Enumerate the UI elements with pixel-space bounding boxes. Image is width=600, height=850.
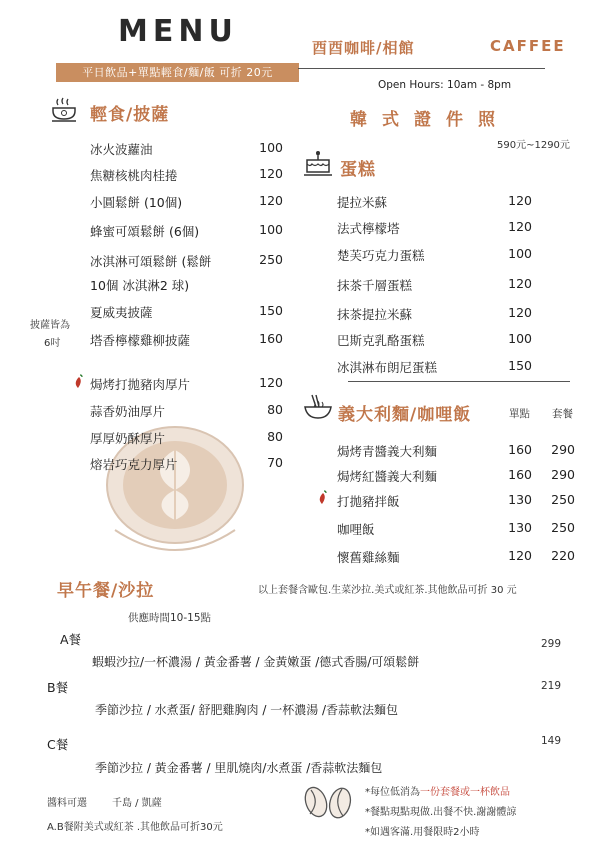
set-meal-note: 以上套餐含歐包.生菜沙拉.美式或紅茶.其他飲品可折 30 元 xyxy=(258,585,517,596)
menu-item-name: 蜂蜜可頌鬆餅 (6個) xyxy=(90,224,200,239)
menu-item-name: 塔香檸檬雞柳披薩 xyxy=(90,333,191,348)
menu-item-price: 100 xyxy=(508,331,532,346)
column-header-single: 單點 xyxy=(509,408,530,420)
menu-item-price: 80 xyxy=(267,429,283,444)
menu-item-name: 焦糖核桃肉桂捲 xyxy=(90,168,178,183)
chili-icon xyxy=(318,490,327,505)
menu-item-name: 冰淇淋布朗尼蛋糕 xyxy=(337,360,438,375)
menu-item-name-continued: 10個 冰淇淋2 球) xyxy=(90,278,190,293)
menu-item-price: 100 xyxy=(508,246,532,261)
pizza-size-note-line2: 6吋 xyxy=(44,338,61,349)
menu-item-name: 冰火波蘿油 xyxy=(90,142,153,157)
menu-item-name: 焗烤打拋豬肉厚片 xyxy=(90,377,191,392)
brunch-hours: 供應時間10-15點 xyxy=(128,612,212,624)
notice-min-spend xyxy=(365,783,510,798)
set-description: 季節沙拉 / 黃金番薯 / 里肌燒肉/水煮蛋 /香蒜軟法麵包 xyxy=(95,761,383,775)
menu-item-price: 80 xyxy=(267,402,283,417)
menu-item-price-set: 250 xyxy=(551,492,575,507)
menu-item-price: 120 xyxy=(508,276,532,291)
chili-icon xyxy=(74,374,83,389)
menu-item-price: 150 xyxy=(259,303,283,318)
set-description: 季節沙拉 / 水煮蛋/ 舒肥雞胸肉 / 一杯濃湯 /香蒜軟法麵包 xyxy=(95,703,399,717)
column-header-set: 套餐 xyxy=(552,408,573,420)
menu-item-price: 120 xyxy=(508,219,532,234)
menu-item-price: 120 xyxy=(508,305,532,320)
menu-title: MENU xyxy=(118,14,238,49)
cakes-divider xyxy=(348,381,570,382)
menu-item-name: 冰淇淋可頌鬆餅 (鬆餅 xyxy=(90,254,212,269)
pizza-size-note: 披薩皆為 xyxy=(30,320,70,331)
promo-banner: 平日飲品+單點輕食/麵/飯 可折 20元 xyxy=(56,63,299,82)
noodle-bowl-icon xyxy=(302,393,334,423)
cake-icon xyxy=(302,150,334,180)
menu-item-price-set: 250 xyxy=(551,520,575,535)
menu-item-price: 160 xyxy=(259,331,283,346)
menu-item-name: 提拉米蘇 xyxy=(337,195,388,210)
notice-time-limit: *如遇客滿.用餐限時2小時 xyxy=(365,827,480,838)
menu-item-price: 100 xyxy=(259,140,283,155)
menu-item-price: 120 xyxy=(508,193,532,208)
header-divider xyxy=(298,68,545,69)
shop-name-en: CAFFEE xyxy=(490,37,566,55)
set-price: 149 xyxy=(541,735,562,747)
menu-item-price: 250 xyxy=(259,252,283,267)
menu-item-name: 楚芙巧克力蛋糕 xyxy=(337,248,425,263)
menu-item-price-single: 160 xyxy=(508,467,532,482)
menu-item-price: 100 xyxy=(259,222,283,237)
menu-item-price-set: 290 xyxy=(551,442,575,457)
menu-item-name: 打拋豬拌飯 xyxy=(337,494,400,509)
menu-item-price-set: 290 xyxy=(551,467,575,482)
menu-item-name: 蒜香奶油厚片 xyxy=(90,404,166,419)
menu-item-price: 120 xyxy=(259,375,283,390)
menu-item-name: 夏威夷披薩 xyxy=(90,305,153,320)
set-name: A餐 xyxy=(60,632,82,647)
menu-item-name: 熔岩巧克力厚片 xyxy=(90,457,178,472)
notice-min-spend-prefix: *每位低消為 xyxy=(365,787,420,798)
section-title-light-meals: 輕食/披薩 xyxy=(90,105,170,125)
menu-item-name: 抹茶提拉米蘇 xyxy=(337,307,413,322)
menu-item-name: 厚厚奶酥厚片 xyxy=(90,431,166,446)
menu-item-price-single: 130 xyxy=(508,492,532,507)
menu-item-price-set: 220 xyxy=(551,548,575,563)
menu-item-name: 焗烤青醬義大利麵 xyxy=(337,444,438,459)
photo-price-range: 590元~1290元 xyxy=(497,140,570,151)
coffee-beans-icon xyxy=(298,782,360,822)
menu-item-price-single: 130 xyxy=(508,520,532,535)
menu-item-price: 70 xyxy=(267,455,283,470)
set-name: B餐 xyxy=(47,680,69,695)
notice-min-spend-highlight: 一份套餐或一杯飲品 xyxy=(420,787,510,798)
menu-item-name: 懷舊雞絲麵 xyxy=(337,550,400,565)
menu-item-price: 150 xyxy=(508,358,532,373)
menu-item-name: 焗烤紅醬義大利麵 xyxy=(337,469,438,484)
menu-item-price: 120 xyxy=(259,193,283,208)
set-name: C餐 xyxy=(47,737,69,752)
menu-item-name: 法式檸檬塔 xyxy=(337,221,400,236)
menu-item-price-single: 160 xyxy=(508,442,532,457)
notice-made-to-order: *餐點現點現做.出餐不快.謝謝體諒 xyxy=(365,807,517,818)
set-description: 蝦蝦沙拉/一杯濃湯 / 黃金番薯 / 金黃嫩蛋 /德式香腸/可頌鬆餅 xyxy=(92,655,420,669)
menu-item-price-single: 120 xyxy=(508,548,532,563)
menu-item-name: 巴斯克乳酪蛋糕 xyxy=(337,333,425,348)
set-price: 299 xyxy=(541,638,562,650)
section-title-pasta-curry: 義大利麵/咖哩飯 xyxy=(338,405,472,425)
section-title-brunch: 早午餐/沙拉 xyxy=(57,581,155,601)
menu-item-price: 120 xyxy=(259,166,283,181)
korean-photo-title: 韓式證件照 xyxy=(350,110,510,130)
sauce-label: 醬料可選 xyxy=(47,798,87,809)
shop-name: 酉酉咖啡/相館 xyxy=(312,39,415,57)
menu-item-name: 咖哩飯 xyxy=(337,522,375,537)
menu-item-name: 抹茶千層蛋糕 xyxy=(337,278,413,293)
set-price: 219 xyxy=(541,680,562,692)
menu-item-name: 小圓鬆餅 (10個) xyxy=(90,195,183,210)
coffee-cup-icon xyxy=(50,95,80,125)
section-title-cakes: 蛋糕 xyxy=(340,160,376,180)
brunch-drink-note: A.B餐附美式或紅茶 .其他飲品可折30元 xyxy=(47,822,223,833)
opening-hours: Open Hours: 10am - 8pm xyxy=(378,79,512,91)
sauce-options: 千島 / 凱薩 xyxy=(112,798,162,809)
